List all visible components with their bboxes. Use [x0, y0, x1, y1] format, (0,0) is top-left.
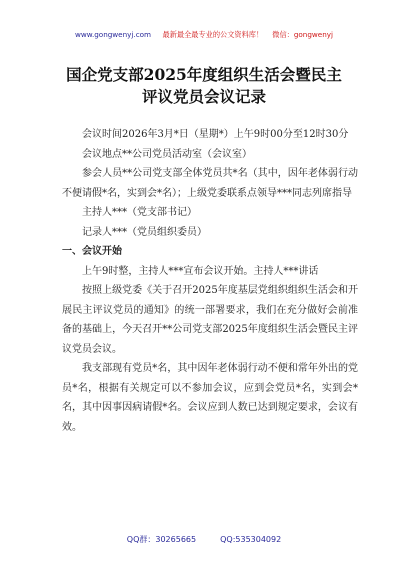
body-paragraph: 参会人员**公司党支部全体党员共*名（其中，因年老体弱行动不便请假*名，实到会*名）；上级党委联系点领导***同志列席指导: [62, 168, 358, 199]
body-paragraph: 会议地点**公司党员活动室（会议室）: [82, 148, 252, 160]
title-line-1: 国企党支部2025年度组织生活会暨民主: [66, 65, 342, 84]
header-wechat: 微信：gongwenyj: [272, 30, 334, 39]
document-title: [40, 64, 368, 108]
header-tagline: 最新最全最专业的公文资料库！: [162, 30, 264, 39]
body-paragraph: 记录人***（党员组织委员）: [82, 226, 207, 238]
footer-qq: QQ:535304092: [220, 535, 282, 544]
document-body: [62, 125, 358, 437]
footer-qq-group: QQ群：30265665: [126, 535, 197, 544]
title-line-2: 评议党员会议记录: [141, 87, 266, 106]
section-heading: 一、会议开始: [62, 246, 122, 257]
body-paragraph: 会议时间2026年3月*日（星期*）上午9时00分至12时30分: [82, 129, 349, 140]
body-paragraph: 上午9时整，主持人***宣布会议开始。主持人***讲话: [82, 265, 319, 277]
body-paragraph: 按照上级党委《关于召开2025年度基层党组织组织生活会和开展民主评议党员的通知》的统一部署要求，我们在充分做好会前准备的基础上，今天召开**公司党支部2025年度组织生活会暨民主评议党员会议。: [62, 285, 358, 355]
body-paragraph: 我支部现有党员*名，其中因年老体弱行动不便和常年外出的党员*名，根据有关规定可以不参加会议，应到会党员*名，实到会*名，其中因事因病请假*名。会议应到人数已达到规定要求，会议有效。: [62, 363, 358, 433]
page-footer: [0, 534, 408, 545]
header-site[interactable]: www.gongwenyj.com: [74, 30, 152, 39]
page-header: [0, 30, 408, 40]
body-paragraph: 主持人***（党支部书记）: [82, 207, 197, 218]
